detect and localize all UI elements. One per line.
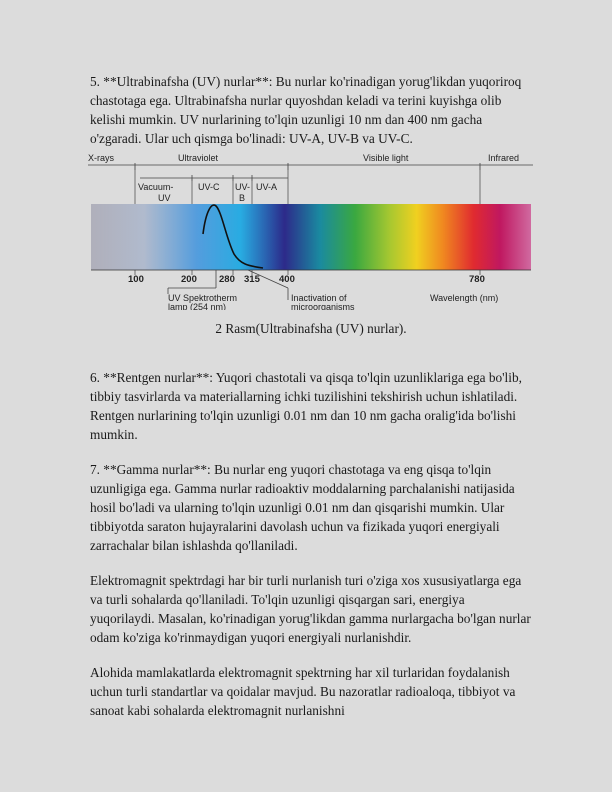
- label-inactivation-2: microorganisms: [291, 302, 355, 310]
- tick-280: 280: [219, 274, 235, 285]
- paragraph-uv: 5. **Ultrabinafsha (UV) nurlar**: Bu nurlar ko'rinadigan yorug'likdan yuqoriroq chastotaga ega. Ultrabinafsha nurlar quyoshdan keladi va terini kuyishga olib kelishi mumkin. UV nurlarining to'lqin uzunligi 10 nm dan 400 nm gacha o'zgaradi. Ular uch qismga bo'linadi: UV-A, UV-B va UV-C.: [90, 74, 522, 146]
- label-uva: UV-A: [256, 182, 278, 192]
- label-inactivation-1: Inactivation of: [291, 293, 347, 303]
- tick-200: 200: [181, 274, 197, 285]
- label-ultraviolet: Ultraviolet: [178, 153, 219, 163]
- label-vacuum-uv: UV: [158, 193, 171, 203]
- label-xrays: X-rays: [88, 153, 115, 163]
- tick-400: 400: [279, 274, 295, 285]
- spectrum-diagram: [88, 150, 533, 310]
- paragraph-spectrum: Elektromagnit spektrdagi har bir turli nurlanish turi o'ziga xos xususiyatlarga ega va turli sohalarda qo'llaniladi. To'lqin uzunligi qisqargan sari, energiya yuqorilaydi. Masalan, ko'rinadigan yorug'likdan gamma nurlargacha bo'lgan nurlar odam ko'ziga ko'rinmaydigan yuqori energiyali nurlanishdir.: [90, 573, 531, 645]
- tick-100: 100: [128, 274, 144, 285]
- paragraph-standards: Alohida mamlakatlarda elektromagnit spektrning har xil turlaridan foydalanish uchun turli standartlar va qoidalar mavjud. Bu nazoratlar radioaloqa, tibbiyot va sanoat kabi sohalarda elektromagnit nurlanishni: [90, 665, 516, 718]
- label-wavelength: Wavelength (nm): [430, 293, 499, 303]
- figure-caption: 2 Rasm(Ultrabinafsha (UV) nurlar).: [215, 321, 407, 336]
- paragraph-xray: 6. **Rentgen nurlar**: Yuqori chastotali va qisqa to'lqin uzunliklariga ega bo'lib, tibbiy tasvirlarda va materiallarning ichki tuzilishini tekshirish uchun ishlatiladi. Rentgen nurlarining to'lqin uzunligi 0.01 nm dan 10 nm gacha oralig'ida bo'lishi mumkin.: [90, 370, 522, 442]
- label-infrared: Infrared: [488, 153, 520, 163]
- range-brackets: [88, 163, 533, 181]
- label-uvb-top: UV-: [235, 182, 251, 192]
- label-lamp-2: lamp (254 nm): [168, 302, 227, 310]
- label-uvb-bottom: B: [239, 193, 246, 203]
- paragraph-gamma: 7. **Gamma nurlar**: Bu nurlar eng yuqori chastotaga va eng qisqa to'lqin uzunligiga ega. Gamma nurlar radioaktiv moddalarning parchalanishi natijasida hosil bo'ladi va ularning to'lqin uzunligi 0.01 nm dan qisqarishi mumkin. Ular tibbiyotda saraton hujayralarini davolash uchun va fizikada yuqori energiyali zarrachalar bilan ishlashda qo'llaniladi.: [90, 462, 515, 553]
- tick-315: 315: [244, 274, 260, 285]
- tick-780: 780: [469, 274, 485, 285]
- uv-spectrum-figure: [88, 150, 533, 310]
- label-vacuum: Vacuum-: [138, 182, 174, 192]
- label-visible-light: Visible light: [363, 153, 409, 163]
- label-uvc: UV-C: [198, 182, 220, 192]
- label-lamp-1: UV Spektrotherm: [168, 293, 238, 303]
